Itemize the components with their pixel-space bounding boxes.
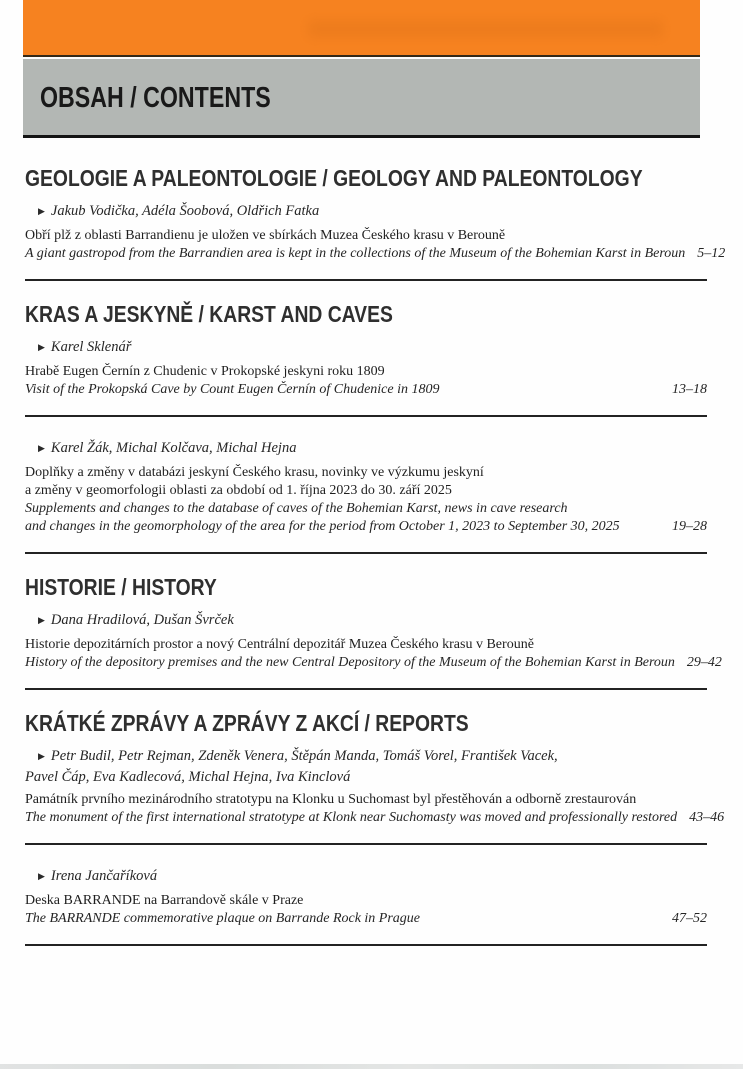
authors-text: Jakub Vodička, Adéla Šoobová, Oldřich Fatka	[50, 203, 320, 219]
title-english: A giant gastropod from the Barrandien area is kept in the collections of the Museum of the Bohemian Karst in Beroun	[25, 246, 686, 261]
title-english: History of the depository premises and the new Central Depository of the Museum of the Bohemian Karst in Beroun	[25, 655, 675, 670]
title-czech: Deska BARRANDE na Barrandově skále v Praze	[25, 893, 304, 908]
author-marker-icon: ▶	[38, 207, 45, 217]
contents-title-band	[23, 59, 700, 138]
divider-rule	[25, 552, 707, 554]
authors-text: Irena Jančaříková	[50, 868, 158, 884]
author-marker-icon: ▶	[38, 872, 45, 882]
authors-line	[25, 202, 707, 223]
section-heading: GEOLOGIE A PALEONTOLOGIE / GEOLOGY AND PALEONTOLOGY	[25, 165, 643, 191]
divider-rule	[25, 944, 707, 946]
author-marker-icon: ▶	[38, 616, 45, 626]
toc-entry	[25, 202, 726, 263]
authors-block	[25, 439, 707, 460]
authors-block	[25, 747, 707, 787]
title-english: Visit of the Prokopská Cave by Count Eugen Černín of Chudenice in 1809	[25, 382, 440, 397]
author-marker-icon: ▶	[38, 343, 45, 353]
page-range: 47–52	[672, 911, 707, 926]
toc-entry	[25, 439, 707, 536]
title-english-row	[25, 381, 707, 399]
authors-line	[25, 867, 707, 888]
section-heading: HISTORIE / HISTORY	[25, 574, 217, 600]
authors-line	[25, 611, 707, 632]
authors-block	[25, 202, 707, 223]
toc-entry	[25, 338, 707, 399]
page-title: OBSAH / CONTENTS	[40, 82, 271, 114]
authors-block	[25, 611, 707, 632]
section-reports	[25, 712, 707, 734]
divider-rule	[25, 688, 707, 690]
author-marker-icon: ▶	[38, 752, 45, 762]
divider-rule	[25, 415, 707, 417]
title-czech: Obří plž z oblasti Barrandienu je uložen ve sbírkách Muzea Českého krasu v Berouně	[25, 228, 506, 243]
toc-entry	[25, 747, 725, 827]
toc-content	[25, 165, 726, 968]
divider-rule	[25, 843, 707, 845]
section-heading: KRAS A JESKYNĚ / KARST AND CAVES	[25, 301, 393, 327]
authors-text: Petr Budil, Petr Rejman, Zdeněk Venera, Štěpán Manda, Tomáš Vorel, František Vacek,	[50, 748, 558, 764]
page-range: 19–28	[672, 519, 707, 534]
authors-text: Karel Sklenář	[50, 339, 132, 355]
toc-entry	[25, 867, 707, 928]
title-english: The monument of the first international stratotype at Klonk near Suchomasty was moved and professionally restored	[25, 810, 678, 825]
title-czech: Doplňky a změny v databázi jeskyní Českého krasu, novinky ve výzkumu jeskyní	[25, 465, 484, 480]
author-marker-icon: ▶	[38, 444, 45, 454]
title-english-row	[25, 245, 726, 263]
title-czech: a změny v geomorfologii oblasti za období od 1. října 2023 do 30. září 2025	[25, 483, 452, 498]
title-czech: Památník prvního mezinárodního stratotypu na Klonku u Suchomast byl přestěhován a odborně zrestaurován	[25, 792, 637, 807]
section-heading: KRÁTKÉ ZPRÁVY A ZPRÁVY Z AKCÍ / REPORTS	[25, 710, 469, 736]
page-range: 5–12	[697, 246, 726, 261]
title-english-row	[25, 809, 725, 827]
authors-text: Karel Žák, Michal Kolčava, Michal Hejna	[50, 440, 297, 456]
title-english-row	[25, 518, 707, 536]
authors-line	[25, 747, 707, 768]
title-english: and changes in the geomorphology of the area for the period from October 1, 2023 to September 30, 2025	[25, 519, 620, 534]
title-czech: Historie depozitárních prostor a nový Centrální depozitář Muzea Českého krasu v Berouně	[25, 637, 534, 652]
section-karst-caves	[25, 303, 707, 325]
section-history	[25, 576, 707, 598]
page-range: 29–42	[686, 655, 722, 670]
page-range: 13–18	[672, 382, 707, 397]
ink-show-through-artifact	[308, 20, 663, 38]
orange-header-band	[23, 0, 700, 57]
section-geology	[25, 167, 707, 189]
authors-text: Dana Hradilová, Dušan Švrček	[50, 612, 234, 628]
authors-block	[25, 867, 707, 888]
authors-line	[25, 439, 707, 460]
title-english: Supplements and changes to the database of caves of the Bohemian Karst, news in cave research	[25, 501, 568, 516]
title-english: The BARRANDE commemorative plaque on Barrande Rock in Prague	[25, 911, 421, 926]
divider-rule	[25, 279, 707, 281]
scan-bottom-edge	[0, 1064, 743, 1069]
toc-entry	[25, 611, 722, 672]
title-czech: Hrabě Eugen Černín z Chudenic v Prokopské jeskyni roku 1809	[25, 364, 385, 379]
authors-block	[25, 338, 707, 359]
authors-line	[25, 338, 707, 359]
page-range: 43–46	[689, 810, 725, 825]
title-english-row	[25, 910, 707, 928]
authors-line-continued: Pavel Čáp, Eva Kadlecová, Michal Hejna, Iva Kinclová	[25, 769, 351, 785]
title-english-row	[25, 654, 722, 672]
